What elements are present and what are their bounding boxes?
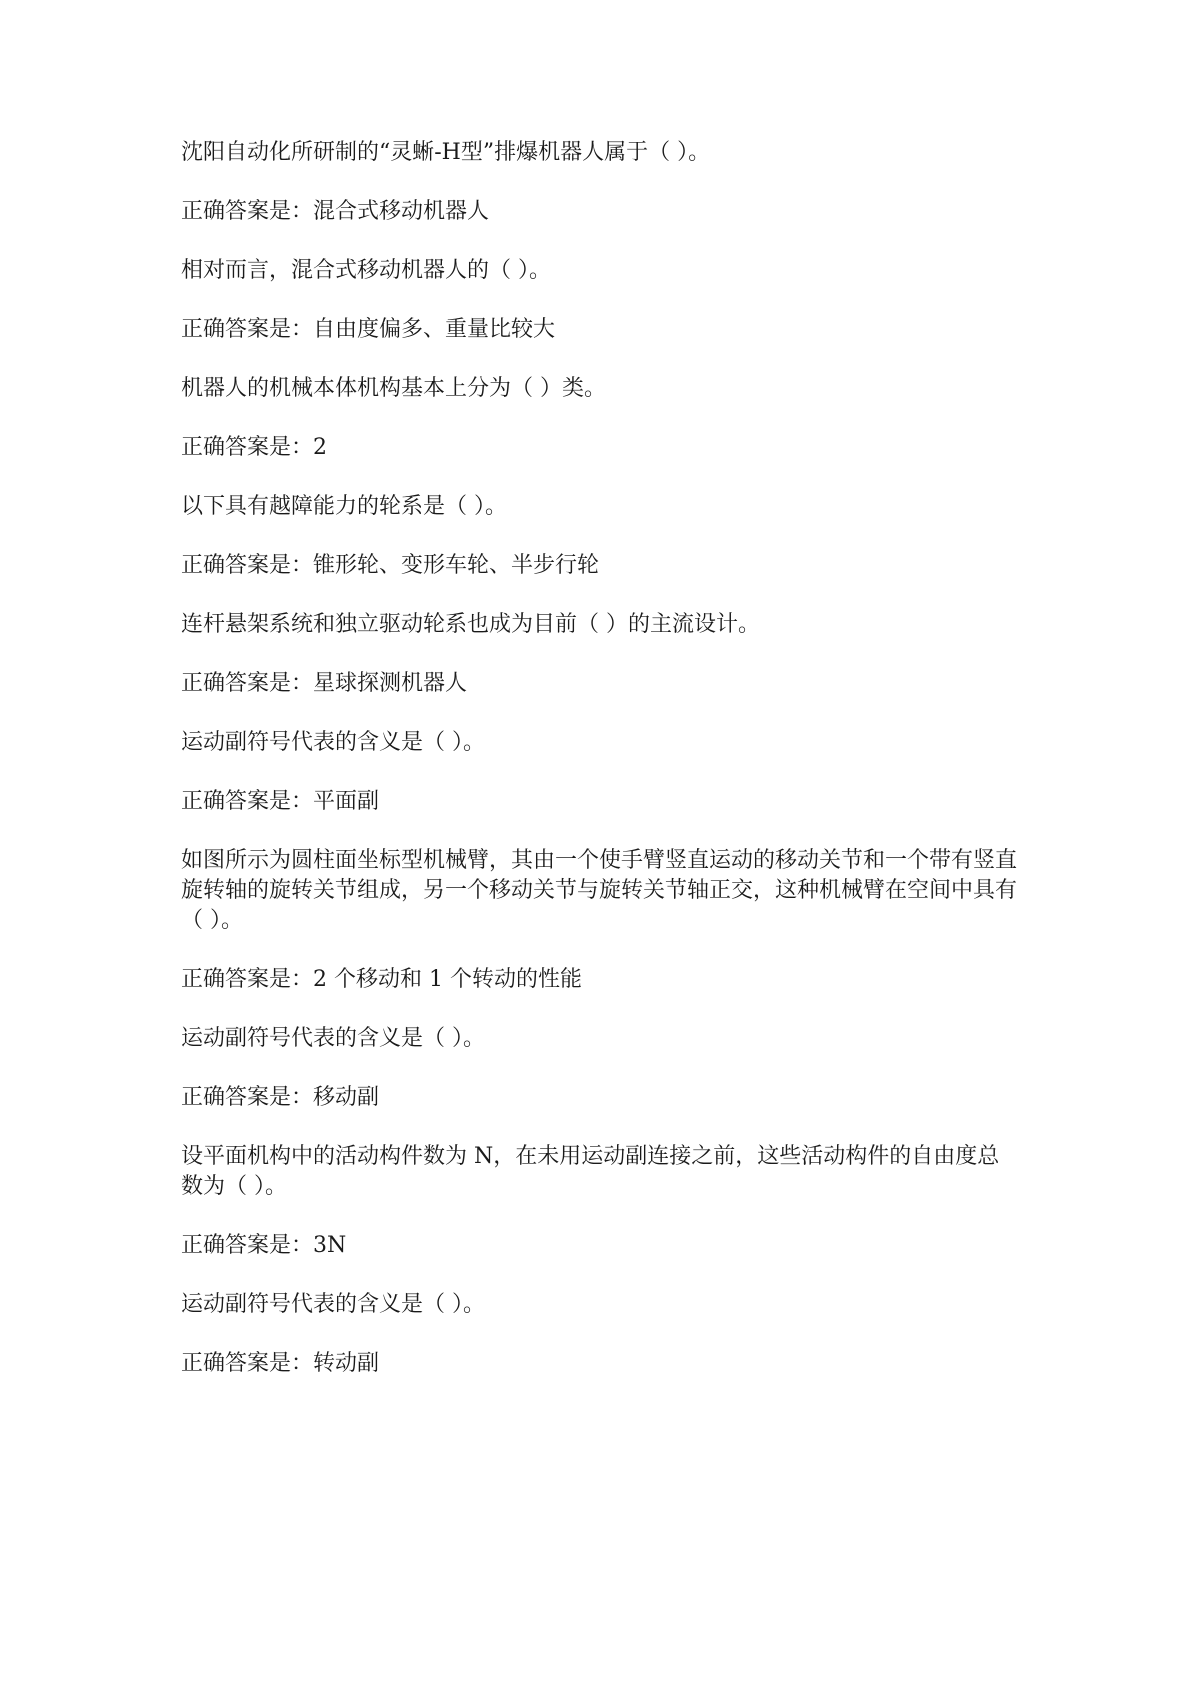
answer-text: 正确答案是：自由度偏多、重量比较大 xyxy=(181,317,556,342)
answer-text: 正确答案是：2 个移动和 1 个转动的性能 xyxy=(181,967,582,992)
answer-text: 正确答案是：转动副 xyxy=(181,1351,380,1376)
answer-text: 正确答案是：混合式移动机器人 xyxy=(181,199,490,224)
qa-item xyxy=(181,138,1021,227)
qa-item xyxy=(181,492,1021,581)
answer-text: 正确答案是：星球探测机器人 xyxy=(181,671,468,696)
qa-item xyxy=(181,1142,1021,1261)
question-text: 运动副符号代表的含义是（ ）。 xyxy=(181,1292,485,1317)
question-text: 沈阳自动化所研制的“灵蜥-H型”排爆机器人属于（ ）。 xyxy=(181,140,711,165)
answer-text: 正确答案是：平面副 xyxy=(181,789,380,814)
qa-item xyxy=(181,728,1021,817)
qa-item xyxy=(181,374,1021,463)
question-text: 运动副符号代表的含义是（ ）。 xyxy=(181,1026,485,1051)
qa-item xyxy=(181,256,1021,345)
qa-item xyxy=(181,1290,1021,1379)
qa-item xyxy=(181,610,1021,699)
answer-text: 正确答案是：2 xyxy=(181,435,327,460)
answer-text: 正确答案是：移动副 xyxy=(181,1085,380,1110)
question-text: 连杆悬架系统和独立驱动轮系也成为目前（ ）的主流设计。 xyxy=(181,612,760,637)
qa-item xyxy=(181,846,1021,995)
answer-text: 正确答案是：锥形轮、变形车轮、半步行轮 xyxy=(181,553,600,578)
question-text: 运动副符号代表的含义是（ ）。 xyxy=(181,730,485,755)
question-text: 机器人的机械本体机构基本上分为（ ）类。 xyxy=(181,376,606,401)
question-text: 设平面机构中的活动构件数为 N，在未用运动副连接之前，这些活动构件的自由度总数为（ ）。 xyxy=(181,1144,1000,1199)
answer-text: 正确答案是：3N xyxy=(181,1233,347,1258)
question-text: 如图所示为圆柱面坐标型机械臂，其由一个使手臂竖直运动的移动关节和一个带有竖直旋转轴的旋转关节组成，另一个移动关节与旋转关节轴正交，这种机械臂在空间中具有（ ）。 xyxy=(181,848,1018,933)
question-text: 以下具有越障能力的轮系是（ ）。 xyxy=(181,494,507,519)
qa-list xyxy=(181,138,1021,1408)
question-text: 相对而言，混合式移动机器人的（ ）。 xyxy=(181,258,551,283)
qa-item xyxy=(181,1024,1021,1113)
